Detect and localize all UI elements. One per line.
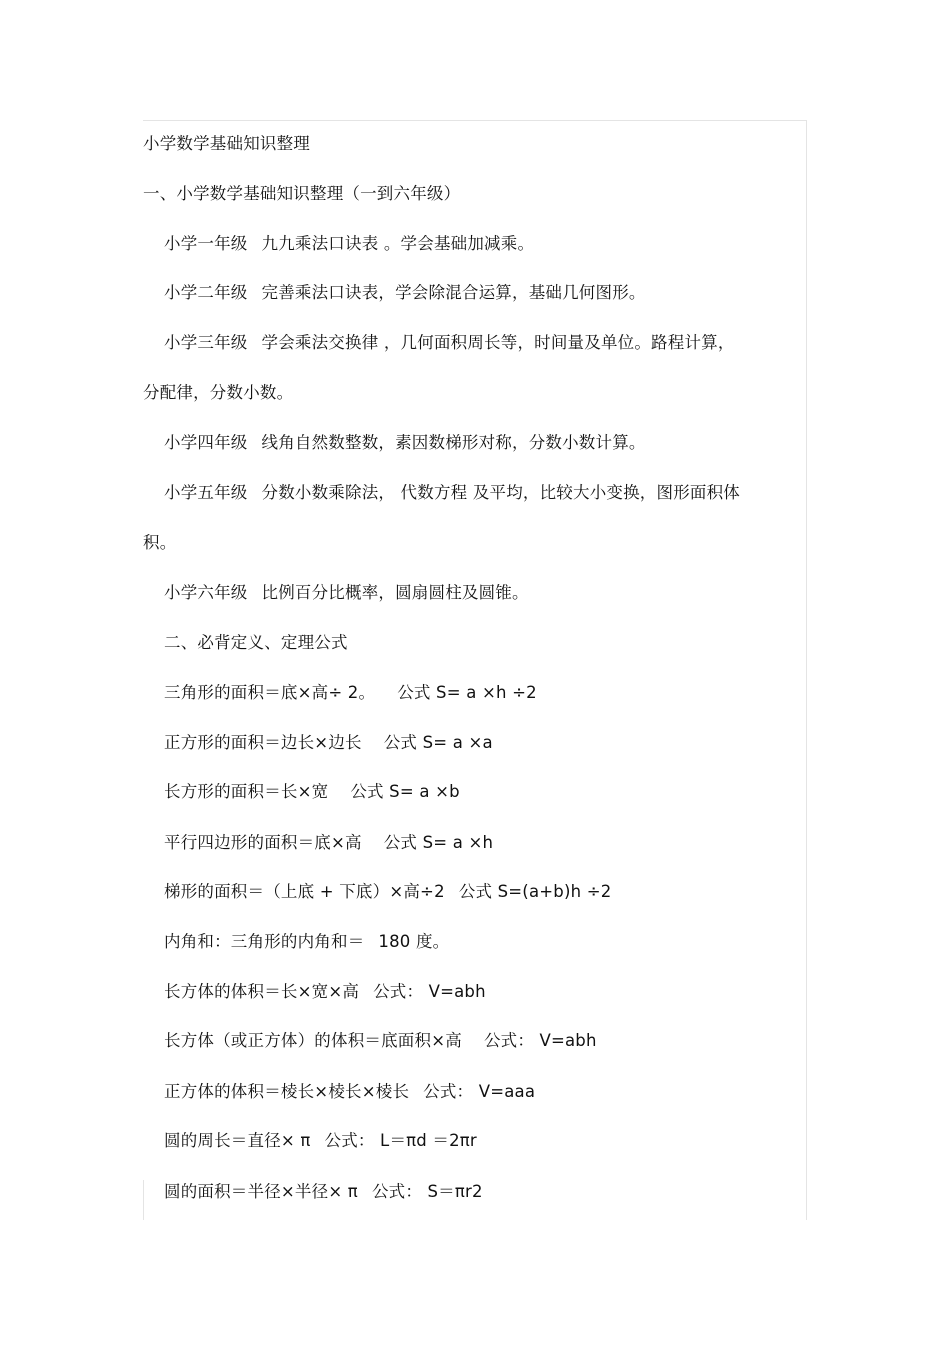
formula-rule: 长方体的体积＝长×宽×高 [164, 982, 360, 1001]
formula-parallelogram-area [164, 831, 493, 855]
formula-rule: 圆的周长＝直径× π [164, 1131, 311, 1150]
section-1-heading: 一、小学数学基础知识整理（一到六年级） [143, 184, 461, 203]
formula-expression: 公式 S=(a+b)h ÷2 [458, 882, 612, 901]
formula-circle-area [164, 1180, 483, 1204]
grade-1-text: 九九乘法口诀表 。学会基础加减乘。 [261, 234, 535, 253]
grade-2-text: 完善乘法口诀表，学会除混合运算，基础几何图形。 [261, 283, 646, 302]
grade-2-line [164, 281, 646, 305]
formula-expression: 公式： V=abh [483, 1031, 597, 1050]
section-2-heading: 二、必背定义、定理公式 [164, 633, 348, 652]
document-title: 小学数学基础知识整理 [143, 134, 310, 153]
formula-square-area [164, 731, 493, 755]
formula-rule: 长方体（或正方体）的体积＝底面积×高 [164, 1031, 462, 1050]
formula-triangle-area [164, 681, 537, 705]
grade-3-continuation: 分配律，分数小数。 [143, 383, 294, 402]
grade-6-label: 小学六年级 [164, 583, 248, 602]
grade-5-text: 分数小数乘除法， 代数方程 及平均，比较大小变换，图形面积体 [261, 483, 740, 502]
grade-1-line [164, 232, 534, 256]
formula-expression: 公式： V=abh [373, 982, 486, 1001]
grade-5-line [164, 481, 740, 505]
formula-expression: 公式 S= a ×h ÷2 [397, 683, 537, 702]
formula-expression: 公式： S＝πr2 [371, 1182, 483, 1201]
formula-expression: 公式 S= a ×a [383, 733, 493, 752]
formula-circle-circumference [164, 1129, 477, 1153]
formula-rectangle-area [164, 780, 460, 804]
formula-expression: 公式： V=aaa [423, 1082, 536, 1101]
grade-3-text: 学会乘法交换律 ，几何面积周长等，时间量及单位。路程计算， [261, 333, 735, 352]
grade-6-line [164, 581, 529, 605]
formula-rule: 梯形的面积＝（上底 + 下底）×高÷2 [164, 882, 445, 901]
grade-4-line [164, 431, 646, 455]
formula-rule: 平行四边形的面积＝底×高 [164, 833, 362, 852]
page-left-rule [143, 1180, 144, 1220]
grade-5-continuation: 积。 [143, 533, 177, 552]
formula-trapezoid-area [164, 880, 611, 904]
grade-3-line [164, 331, 735, 355]
formula-rule: 正方体的体积＝棱长×棱长×棱长 [164, 1082, 410, 1101]
formula-rule: 内角和：三角形的内角和＝ [164, 932, 365, 951]
formula-expression: 公式： L＝πd ＝2πr [324, 1131, 477, 1150]
grade-5-label: 小学五年级 [164, 483, 248, 502]
formula-rule: 长方形的面积＝长×宽 [164, 782, 329, 801]
grade-4-label: 小学四年级 [164, 433, 248, 452]
formula-cuboid-volume [164, 980, 486, 1004]
formula-rule: 圆的面积＝半径×半径× π [164, 1182, 358, 1201]
formula-expression: 公式 S= a ×b [350, 782, 460, 801]
grade-1-label: 小学一年级 [164, 234, 248, 253]
formula-expression: 180 度。 [378, 932, 450, 951]
grade-4-text: 线角自然数整数，素因数梯形对称，分数小数计算。 [261, 433, 646, 452]
formula-rule: 三角形的面积＝底×高÷ 2。 [164, 683, 376, 702]
grade-2-label: 小学二年级 [164, 283, 248, 302]
formula-expression: 公式 S= a ×h [383, 833, 494, 852]
formula-rule: 正方形的面积＝边长×边长 [164, 733, 362, 752]
formula-prism-volume [164, 1029, 597, 1053]
formula-cube-volume [164, 1080, 535, 1104]
grade-3-label: 小学三年级 [164, 333, 248, 352]
formula-triangle-angle-sum [164, 930, 449, 954]
grade-6-text: 比例百分比概率，圆扇圆柱及圆锥。 [261, 583, 529, 602]
